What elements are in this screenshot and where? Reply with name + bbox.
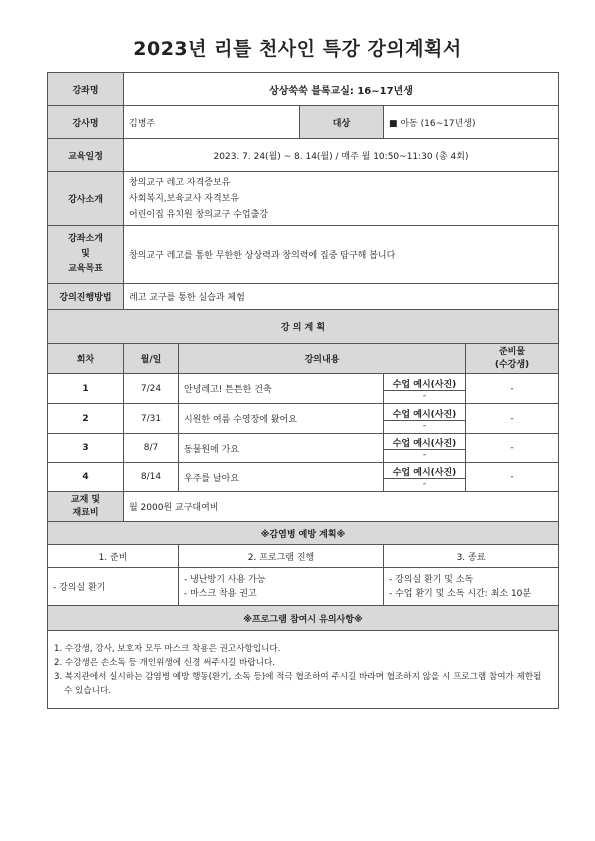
goal-label-3: 교육목표	[68, 264, 103, 274]
example-label: 수업 예시(사진)	[384, 436, 465, 450]
prevention-item: - 냉난방기 사용 가능	[184, 574, 266, 585]
materials-value: 월 2000원 교구대여비	[124, 492, 559, 522]
example-label: 수업 예시(사진)	[384, 377, 465, 391]
notice-item: 1. 수강생, 강사, 보호자 모두 마스크 착용은 권고사항입니다.	[54, 643, 281, 654]
goal-value: 창의교구 레고를 통한 무한한 상상력과 창의력에 집중 탐구해 봅니다	[124, 226, 559, 284]
notice-item: 2. 수강생은 손소독 등 개인위생에 신경 써주시길 바랍니다.	[54, 657, 275, 668]
prevention-col1-head: 1. 준비	[48, 545, 179, 568]
materials-label-1: 교재 및	[70, 494, 101, 505]
plan-prep: -	[466, 374, 559, 404]
course-name-value: 상상쑥쑥 블록교실: 16~17년생	[124, 73, 559, 106]
prevention-title: ※감염병 예방 계획※	[48, 522, 559, 545]
goal-label-1: 강좌소개	[68, 234, 103, 244]
intro-label: 강사소개	[48, 172, 124, 226]
plan-prep: -	[466, 434, 559, 463]
plan-date: 7/31	[124, 404, 179, 434]
plan-prep: -	[466, 463, 559, 492]
intro-line: 사회복지,보육교사 자격보유	[129, 193, 240, 204]
materials-label	[48, 492, 124, 522]
schedule-value: 2023. 7. 24(월) ~ 8. 14(월) / 매주 월 10:50~11:30 (총 4회)	[124, 139, 559, 172]
notice-list	[48, 631, 559, 709]
plan-example	[384, 463, 466, 492]
goal-label-2: 및	[81, 249, 90, 259]
example-label: 수업 예시(사진)	[384, 465, 465, 479]
example-label: 수업 예시(사진)	[384, 407, 465, 421]
plan-content: 동물원에 가요	[179, 434, 384, 463]
plan-prep: -	[466, 404, 559, 434]
table-row	[48, 463, 559, 492]
table-row	[48, 404, 559, 434]
prevention-item: - 강의실 환기 및 소독	[389, 574, 474, 585]
example-value: -	[422, 420, 427, 431]
target-value: ■ 아동 (16~17년생)	[384, 106, 559, 139]
info-table	[47, 72, 559, 709]
prevention-col2-head: 2. 프로그램 진행	[179, 545, 384, 568]
example-value: -	[422, 450, 427, 460]
plan-title: 강 의 계 획	[48, 310, 559, 344]
prevention-col2	[179, 568, 384, 606]
plan-no: 2	[48, 404, 124, 434]
plan-header-content: 강의내용	[179, 344, 466, 374]
example-value: -	[422, 390, 427, 401]
plan-content: 안녕레고! 튼튼한 건축	[179, 374, 384, 404]
plan-content: 우주를 날아요	[179, 463, 384, 492]
intro-value	[124, 172, 559, 226]
plan-no: 1	[48, 374, 124, 404]
intro-line: 창의교구 레고 자격증보유	[129, 177, 231, 188]
plan-example	[384, 374, 466, 404]
intro-line: 어린이집 유치원 창의교구 수업출강	[129, 209, 268, 220]
table-row	[48, 374, 559, 404]
plan-no: 3	[48, 434, 124, 463]
materials-label-2: 재료비	[72, 507, 99, 518]
target-label: 대상	[300, 106, 384, 139]
prevention-col1	[48, 568, 179, 606]
prep-header-1: 준비물	[498, 346, 526, 357]
notice-title: ※프로그램 참여시 유의사항※	[48, 606, 559, 631]
document-title: 2023년 리틀 천사인 특강 강의계획서	[133, 38, 462, 60]
table-row	[48, 434, 559, 463]
plan-header-date: 월/일	[124, 344, 179, 374]
prevention-col3-head: 3. 종료	[384, 545, 559, 568]
course-name-label: 강좌명	[48, 73, 124, 106]
method-value: 레고 교구를 통한 실습과 체험	[124, 284, 559, 310]
plan-example	[384, 404, 466, 434]
plan-no: 4	[48, 463, 124, 492]
plan-date: 8/7	[124, 434, 179, 463]
plan-example	[384, 434, 466, 463]
method-label: 강의진행방법	[48, 284, 124, 310]
example-value: -	[422, 479, 427, 489]
plan-header-no: 회차	[48, 344, 124, 374]
instructor-value: 김병주	[124, 106, 300, 139]
plan-date: 7/24	[124, 374, 179, 404]
prep-header-2: (수강생)	[494, 359, 530, 370]
notice-item: 3. 복지관에서 실시하는 감염병 예방 행동(환기, 소독 등)에 적극 협조하여 주시길 바라며 협조하지 않을 시 프로그램 참여가 제한될 수 있습니다.	[54, 671, 542, 696]
instructor-label: 강사명	[48, 106, 124, 139]
plan-header-prep	[466, 344, 559, 374]
plan-date: 8/14	[124, 463, 179, 492]
prevention-col3	[384, 568, 559, 606]
prevention-item: - 강의실 환기	[53, 583, 106, 593]
prevention-item: - 수업 환기 및 소독 시간: 최소 10분	[389, 588, 532, 599]
prevention-item: - 마스크 착용 권고	[184, 588, 257, 599]
goal-label	[48, 226, 124, 284]
plan-content: 시원한 여름 수영장에 왔어요	[179, 404, 384, 434]
schedule-label: 교육일정	[48, 139, 124, 172]
